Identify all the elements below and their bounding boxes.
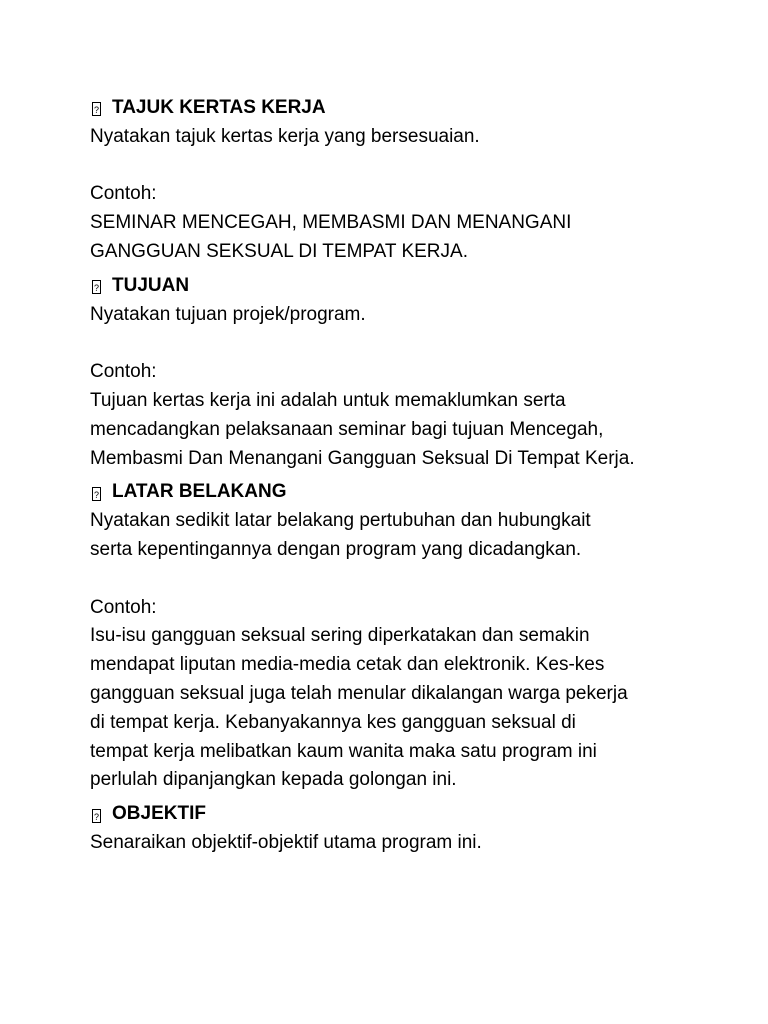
document-page xyxy=(90,94,730,863)
heading-text: TAJUK KERTAS KERJA xyxy=(112,97,326,118)
section-latar-belakang xyxy=(90,478,730,795)
example-line: di tempat kerja. Kebanyakannya kes gangguan seksual di xyxy=(90,711,576,733)
instruction-text: Nyatakan tajuk kertas kerja yang bersesuaian. xyxy=(90,125,480,147)
example-line: GANGGUAN SEKSUAL DI TEMPAT KERJA. xyxy=(90,240,468,262)
blank-line xyxy=(90,329,730,358)
heading-text: TUJUAN xyxy=(112,274,190,296)
instruction-text: serta kepentingannya dengan program yang dicadangkan. xyxy=(90,538,582,560)
heading-text: OBJEKTIF xyxy=(112,803,206,825)
section-heading xyxy=(90,94,730,123)
missing-glyph-icon xyxy=(92,809,101,823)
instruction-text: Nyatakan sedikit latar belakang pertubuhan dan hubungkait xyxy=(90,510,591,532)
example-line: mencadangkan pelaksanaan seminar bagi tujuan Mencegah, xyxy=(90,418,604,440)
example-label: Contoh: xyxy=(90,361,157,383)
section-objektif xyxy=(90,800,730,858)
instruction-text: Senaraikan objektif-objektif utama program ini. xyxy=(90,831,482,853)
blank-line xyxy=(90,565,730,594)
section-heading xyxy=(90,478,730,507)
instruction-text: Nyatakan tujuan projek/program. xyxy=(90,303,366,325)
example-line: gangguan seksual juga telah menular dikalangan warga pekerja xyxy=(90,682,628,704)
missing-glyph-icon xyxy=(92,280,101,294)
example-line: SEMINAR MENCEGAH, MEMBASMI DAN MENANGANI xyxy=(90,212,572,234)
example-line: Isu-isu gangguan seksual sering diperkatakan dan semakin xyxy=(90,625,590,647)
example-line: perlulah dipanjangkan kepada golongan ini. xyxy=(90,769,457,791)
example-line: Tujuan kertas kerja ini adalah untuk memaklumkan serta xyxy=(90,389,566,411)
example-line: Membasmi Dan Menangani Gangguan Seksual Di Tempat Kerja. xyxy=(90,447,635,469)
section-tujuan xyxy=(90,272,730,474)
example-line: mendapat liputan media-media cetak dan elektronik. Kes-kes xyxy=(90,654,605,676)
section-heading xyxy=(90,800,730,829)
blank-line xyxy=(90,152,730,181)
example-label: Contoh: xyxy=(90,183,157,205)
heading-text: LATAR BELAKANG xyxy=(112,481,287,503)
example-line: tempat kerja melibatkan kaum wanita maka satu program ini xyxy=(90,740,597,762)
missing-glyph-icon xyxy=(92,487,101,501)
missing-glyph-icon xyxy=(92,102,101,116)
section-tajuk-kertas-kerja xyxy=(90,94,730,267)
example-label: Contoh: xyxy=(90,596,157,618)
section-heading xyxy=(90,272,730,301)
